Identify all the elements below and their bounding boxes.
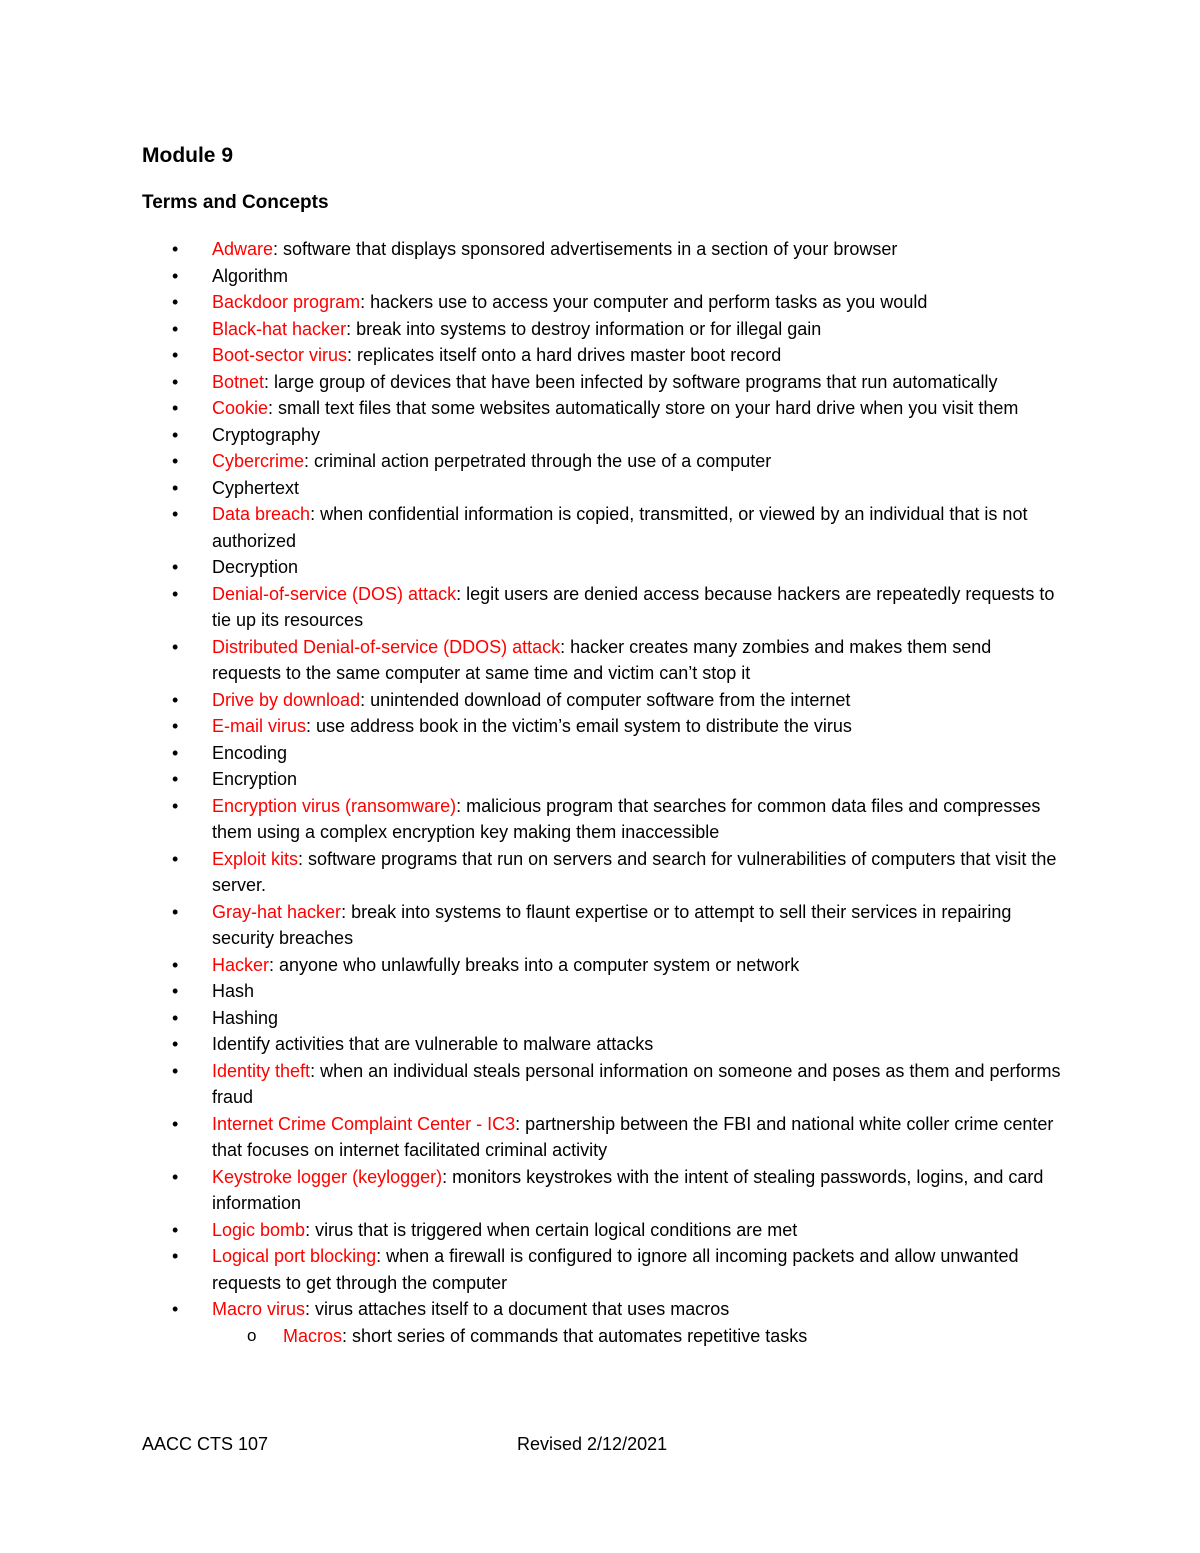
term-definition: : break into systems to flaunt expertise or to attempt to sell their services in repairing security breaches	[212, 901, 1012, 948]
term-item	[142, 422, 1062, 449]
term-definition: Encoding	[212, 742, 288, 763]
term-name: Botnet	[212, 371, 265, 392]
bullet-icon: •	[172, 477, 179, 498]
term-name: Black-hat hacker	[212, 318, 347, 339]
term-item	[142, 1111, 1062, 1164]
term-name: Macros	[283, 1325, 343, 1346]
bullet-icon: •	[172, 398, 179, 418]
bullet-icon: •	[172, 1246, 179, 1266]
bullet-icon: •	[172, 557, 179, 577]
bullet-icon: •	[172, 954, 179, 975]
term-name: Gray-hat hacker	[212, 901, 342, 922]
bullet-icon: •	[172, 848, 179, 869]
term-definition: : break into systems to destroy information or for illegal gain	[346, 318, 822, 339]
term-item	[142, 554, 1062, 581]
term-definition: Cyphertext	[212, 477, 300, 498]
bullet-icon: •	[172, 318, 179, 339]
term-definition: : monitors keystrokes with the intent of stealing passwords, logins, and card information	[212, 1166, 1044, 1213]
term-item	[142, 395, 1062, 422]
term-item	[142, 899, 1062, 952]
term-item	[142, 713, 1062, 740]
footer-course: AACC CTS 107	[142, 1434, 269, 1454]
term-definition: : virus attaches itself to a document that uses macros	[305, 1299, 730, 1319]
term-definition: Hashing	[212, 1007, 279, 1028]
term-name: Backdoor program	[212, 292, 361, 312]
term-definition: : replicates itself onto a hard drives master boot record	[347, 345, 782, 365]
bullet-icon: •	[172, 1113, 179, 1134]
term-item	[142, 1217, 1062, 1244]
term-definition: : use address book in the victim’s email system to distribute the virus	[306, 716, 852, 736]
term-name: Encryption virus (ransomware)	[212, 795, 457, 816]
bullet-icon: •	[172, 504, 179, 524]
term-definition: Decryption	[212, 557, 299, 577]
term-item	[142, 316, 1062, 343]
term-item	[142, 1005, 1062, 1032]
term-name: Cybercrime	[212, 451, 305, 471]
term-definition: : legit users are denied access because hackers are repeatedly requests to tie up its resources	[212, 583, 1055, 630]
term-definition: : short series of commands that automates repetitive tasks	[342, 1325, 808, 1346]
term-name: Logic bomb	[212, 1219, 306, 1240]
term-item	[142, 978, 1062, 1005]
section-title: Terms and Concepts	[142, 192, 329, 213]
bullet-icon: •	[172, 795, 179, 816]
term-name: Adware	[212, 239, 274, 259]
term-definition: : hacker creates many zombies and makes them send requests to the same computer at same time and victim can’t stop it	[212, 636, 992, 683]
term-name: Denial-of-service (DOS) attack	[212, 583, 457, 604]
bullet-icon: •	[172, 981, 179, 1001]
term-definition: : small text files that some websites automatically store on your hard drive when you visit them	[268, 398, 1019, 418]
term-item	[142, 263, 1062, 290]
term-definition: Cryptography	[212, 424, 321, 445]
term-item	[142, 289, 1062, 316]
bullet-icon: •	[172, 1060, 179, 1081]
term-item	[142, 1296, 1062, 1323]
bullet-icon: •	[172, 424, 179, 445]
bullet-icon: •	[172, 265, 179, 286]
sub-term-item	[142, 1323, 1062, 1350]
term-item	[142, 846, 1062, 899]
bullet-icon: •	[172, 769, 179, 789]
term-definition: : when confidential information is copied, transmitted, or viewed by an individual that is not authorized	[212, 504, 1028, 551]
term-name: Cookie	[212, 398, 269, 418]
term-definition: : virus that is triggered when certain logical conditions are met	[305, 1219, 798, 1240]
term-item	[142, 369, 1062, 396]
bullet-icon: •	[172, 292, 179, 312]
term-name: E-mail virus	[212, 716, 307, 736]
bullet-icon: •	[172, 239, 179, 259]
term-definition: : malicious program that searches for common data files and compresses them using a complex encryption key making them inaccessible	[212, 795, 1041, 842]
bullet-icon: •	[172, 451, 179, 471]
term-name: Keystroke logger (keylogger)	[212, 1166, 443, 1187]
term-item	[142, 1058, 1062, 1111]
term-name: Identity theft	[212, 1060, 311, 1081]
term-item	[142, 952, 1062, 979]
term-name: Drive by download	[212, 689, 361, 710]
term-definition: : when a firewall is configured to ignore all incoming packets and allow unwanted requests to get through the computer	[212, 1246, 1019, 1293]
bullet-icon: •	[172, 371, 179, 392]
term-name: Exploit kits	[212, 848, 299, 869]
term-item	[142, 1164, 1062, 1217]
term-definition: : software that displays sponsored advertisements in a section of your browser	[273, 239, 898, 259]
term-item	[142, 1243, 1062, 1296]
bullet-icon: •	[172, 1007, 179, 1028]
term-item	[142, 448, 1062, 475]
bullet-icon: •	[172, 1219, 179, 1240]
term-definition: : large group of devices that have been infected by software programs that run automatically	[264, 371, 998, 392]
term-name: Hacker	[212, 954, 270, 975]
term-item	[142, 475, 1062, 502]
term-definition: : criminal action perpetrated through the use of a computer	[304, 451, 772, 471]
term-item	[142, 501, 1062, 554]
bullet-icon: •	[172, 1299, 179, 1319]
term-item	[142, 342, 1062, 369]
term-definition: : unintended download of computer software from the internet	[360, 689, 851, 710]
bullet-icon: •	[172, 1166, 179, 1187]
term-definition: : when an individual steals personal information on someone and poses as them and performs fraud	[212, 1060, 1061, 1107]
bullet-icon: •	[172, 716, 179, 736]
term-definition: Identify activities that are vulnerable to malware attacks	[212, 1034, 654, 1054]
footer-revised: Revised 2/12/2021	[517, 1434, 668, 1454]
term-item	[142, 236, 1062, 263]
term-item	[142, 581, 1062, 634]
terms-list	[142, 236, 1062, 1349]
bullet-icon: •	[172, 345, 179, 365]
bullet-icon: •	[172, 1034, 179, 1054]
bullet-icon: •	[172, 583, 179, 604]
term-definition: Hash	[212, 981, 255, 1001]
term-name: Macro virus	[212, 1299, 306, 1319]
term-name: Distributed Denial-of-service (DDOS) attack	[212, 636, 561, 657]
term-name: Boot-sector virus	[212, 345, 348, 365]
bullet-icon: •	[172, 689, 179, 710]
term-item	[142, 1031, 1062, 1058]
term-definition: : software programs that run on servers and search for vulnerabilities of computers that visit the server.	[212, 848, 1057, 895]
term-item	[142, 766, 1062, 793]
term-definition: Algorithm	[212, 265, 289, 286]
term-item	[142, 740, 1062, 767]
term-item	[142, 793, 1062, 846]
bullet-icon: o	[247, 1325, 257, 1345]
term-definition: Encryption	[212, 769, 298, 789]
term-name: Internet Crime Complaint Center - IC3	[212, 1113, 516, 1134]
bullet-icon: •	[172, 901, 179, 922]
bullet-icon: •	[172, 742, 179, 763]
term-name: Data breach	[212, 504, 311, 524]
term-definition: : partnership between the FBI and national white coller crime center that focuses on internet facilitated criminal activity	[212, 1113, 1054, 1160]
module-title: Module 9	[142, 144, 234, 167]
bullet-icon: •	[172, 636, 179, 657]
term-item	[142, 687, 1062, 714]
term-item	[142, 634, 1062, 687]
term-definition: : hackers use to access your computer and perform tasks as you would	[360, 292, 928, 312]
term-name: Logical port blocking	[212, 1246, 377, 1266]
term-definition: : anyone who unlawfully breaks into a computer system or network	[269, 954, 800, 975]
